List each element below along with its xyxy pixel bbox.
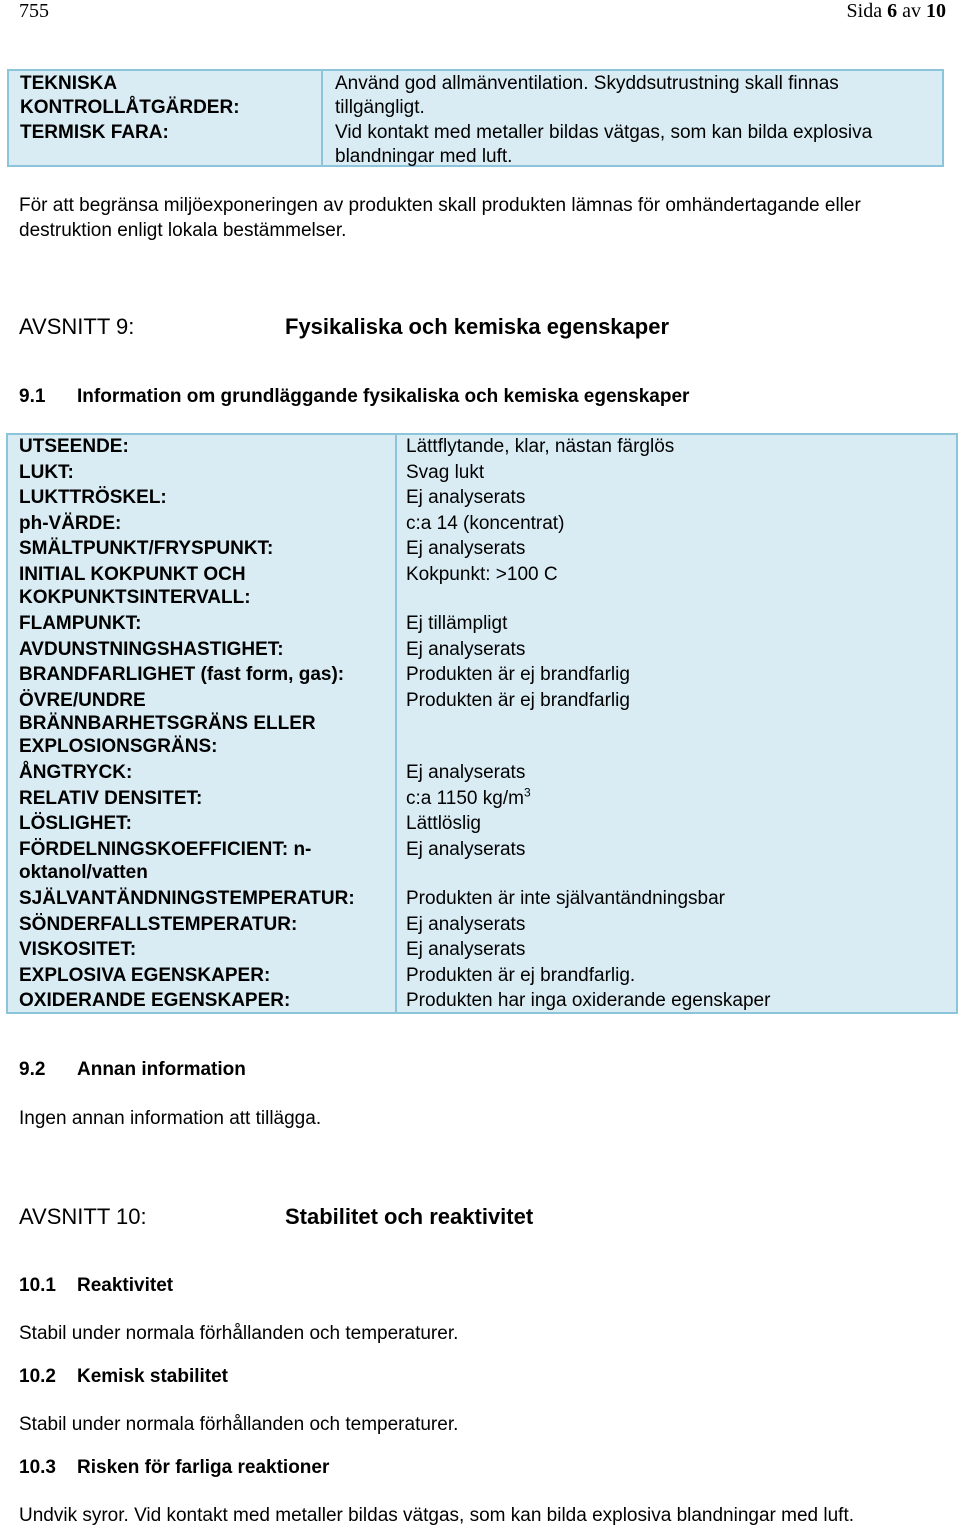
- controls-value-cell: [323, 71, 942, 165]
- prop-label: ÅNGTRYCK:: [19, 762, 133, 783]
- subsection-title: Information om grundläggande fysikaliska och kemiska egenskaper: [77, 386, 690, 407]
- document-number: 755: [19, 0, 49, 22]
- prop-value: Ej analyserats: [406, 487, 526, 508]
- prop-label: LÖSLIGHET:: [19, 813, 132, 834]
- prop-value: Produkten är ej brandfarlig: [406, 664, 630, 685]
- prop-label: UTSEENDE:: [19, 436, 129, 457]
- prop-label: EXPLOSIVA EGENSKAPER:: [19, 965, 271, 986]
- prop-label: ph-VÄRDE:: [19, 513, 122, 534]
- subsection-number: 10.3: [19, 1457, 56, 1478]
- column-divider: [395, 435, 397, 1012]
- prop-value: Ej analyserats: [406, 939, 526, 960]
- prop-label: SJÄLVANTÄNDNINGSTEMPERATUR:: [19, 888, 355, 909]
- prop-label: SÖNDERFALLSTEMPERATUR:: [19, 914, 298, 935]
- section-10-number: AVSNITT 10:: [19, 1204, 147, 1229]
- subsection-10-3-text: Undvik syror. Vid kontakt med metaller bildas vätgas, som kan bilda explosiva blandningar med luft.: [19, 1505, 855, 1526]
- prop-value: Ej analyserats: [406, 762, 526, 783]
- prop-label: INITIAL KOKPUNKT OCH KOKPUNKTSINTERVALL:: [19, 564, 251, 608]
- subsection-9-2-text: Ingen annan information att tillägga.: [19, 1108, 322, 1129]
- subsection-number: 10.1: [19, 1275, 56, 1296]
- technical-controls-value: Använd god allmänventilation. Skyddsutrustning skall finnas tillgängligt.: [335, 73, 839, 118]
- page-of: av: [902, 0, 921, 22]
- prop-value: Ej tillämpligt: [406, 613, 508, 634]
- subsection-number: 10.2: [19, 1366, 56, 1387]
- controls-label-cell: [9, 71, 323, 165]
- subsection-10-2-text: Stabil under normala förhållanden och temperaturer.: [19, 1414, 459, 1435]
- density-value: c:a 1150 kg/m: [406, 788, 524, 809]
- prop-value: c:a 14 (koncentrat): [406, 513, 565, 534]
- prop-value: Produkten är ej brandfarlig: [406, 690, 630, 711]
- prop-value: Ej analyserats: [406, 639, 526, 660]
- prop-label: LUKT:: [19, 462, 74, 483]
- thermal-hazard-value: Vid kontakt med metaller bildas vätgas, som kan bilda explosiva blandningar med luft.: [335, 122, 873, 167]
- prop-label: ÖVRE/UNDRE BRÄNNBARHETSGRÄNS ELLER EXPLOSIONSGRÄNS:: [19, 690, 316, 757]
- subsection-title: Annan information: [77, 1059, 246, 1080]
- prop-label: LUKTTRÖSKEL:: [19, 487, 167, 508]
- subsection-9-1-heading: [19, 386, 689, 408]
- density-exponent: 3: [523, 785, 531, 800]
- prop-value: Kokpunkt: >100 C: [406, 564, 558, 585]
- prop-value: Produkten har inga oxiderande egenskaper: [406, 990, 771, 1011]
- subsection-10-2-heading: [19, 1366, 228, 1388]
- subsection-10-1-text: Stabil under normala förhållanden och temperaturer.: [19, 1323, 459, 1344]
- subsection-number: 9.1: [19, 386, 46, 407]
- subsection-title: Reaktivitet: [77, 1275, 174, 1296]
- prop-label: RELATIV DENSITET:: [19, 788, 203, 809]
- prop-value: Ej analyserats: [406, 538, 526, 559]
- page-current: 6: [887, 0, 898, 22]
- controls-box: [7, 69, 944, 167]
- prop-label: FÖRDELNINGSKOEFFICIENT: n-oktanol/vatten: [19, 839, 312, 883]
- prop-value: Ej analyserats: [406, 839, 526, 860]
- prop-label: VISKOSITET:: [19, 939, 137, 960]
- section-10-title: Stabilitet och reaktivitet: [285, 1204, 534, 1229]
- subsection-number: 9.2: [19, 1059, 46, 1080]
- subsection-10-3-heading: [19, 1457, 329, 1479]
- subsection-title: Kemisk stabilitet: [77, 1366, 228, 1387]
- section-9-title: Fysikaliska och kemiska egenskaper: [285, 314, 670, 339]
- prop-label: BRANDFARLIGHET (fast form, gas):: [19, 664, 345, 685]
- prop-value: Lättlöslig: [406, 813, 481, 834]
- prop-value: Lättflytande, klar, nästan färglös: [406, 436, 675, 457]
- prop-label: SMÄLTPUNKT/FRYSPUNKT:: [19, 538, 274, 559]
- thermal-hazard-label: TERMISK FARA:: [20, 122, 169, 143]
- prop-value: [406, 787, 946, 810]
- prop-value: Ej analyserats: [406, 914, 526, 935]
- properties-table: [6, 433, 958, 1014]
- subsection-10-1-heading: [19, 1275, 173, 1297]
- technical-controls-label: TEKNISKA KONTROLLÅTGÄRDER:: [20, 73, 240, 118]
- prop-value: Svag lukt: [406, 462, 485, 483]
- page-total: 10: [926, 0, 946, 22]
- subsection-9-2-heading: [19, 1059, 246, 1081]
- prop-value: Produkten är ej brandfarlig.: [406, 965, 636, 986]
- prop-label: OXIDERANDE EGENSKAPER:: [19, 990, 291, 1011]
- subsection-title: Risken för farliga reaktioner: [77, 1457, 330, 1478]
- environment-paragraph: För att begränsa miljöexponeringen av produkten skall produkten lämnas för omhändertagande eller destruktion enligt lokala bestämmelser.: [19, 195, 861, 241]
- prop-label: AVDUNSTNINGSHASTIGHET:: [19, 639, 284, 660]
- page-indicator: [847, 0, 946, 23]
- prop-label: FLAMPUNKT:: [19, 613, 142, 634]
- section-9-number: AVSNITT 9:: [19, 314, 135, 339]
- page-prefix: Sida: [846, 0, 883, 22]
- prop-value: Produkten är inte självantändningsbar: [406, 888, 725, 909]
